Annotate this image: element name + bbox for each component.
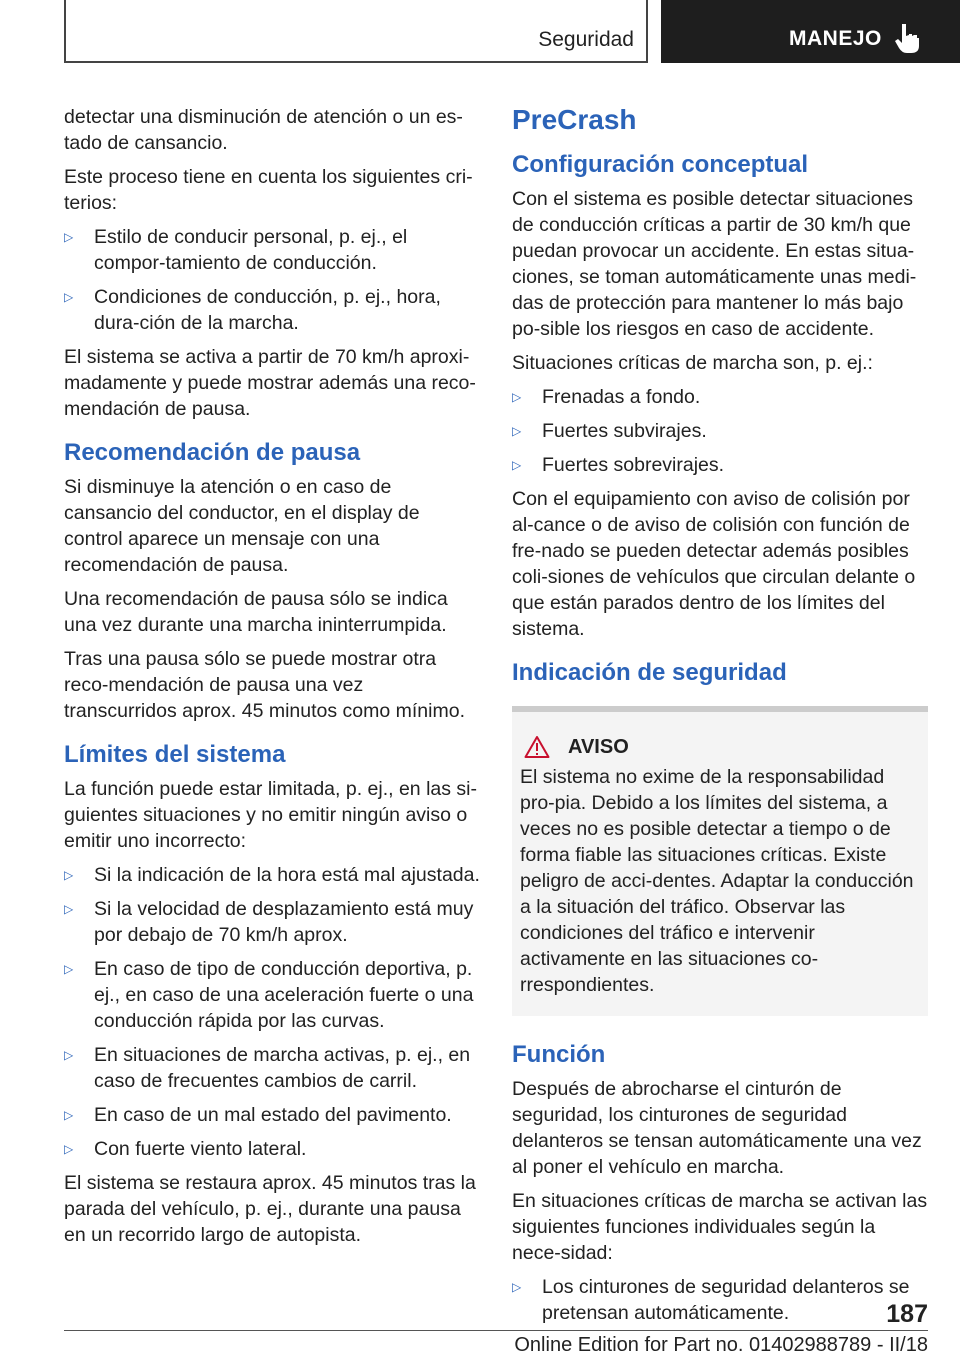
warning-triangle-icon bbox=[524, 735, 550, 759]
heading-precrash: PreCrash bbox=[512, 104, 637, 135]
page-header bbox=[0, 0, 960, 66]
paragraph: Si disminuye la atención o en caso de cansancio del conductor, en el display de control aparece un mensaje con una recomendación de pausa. bbox=[64, 476, 420, 576]
paragraph: La función puede estar limitada, p. ej., en las si-guientes situaciones y no emitir ningún aviso o emitir uno incorrecto: bbox=[64, 778, 477, 852]
paragraph: El sistema se activa a partir de 70 km/h aproxi-madamente y puede mostrar además una reco-mendación de pausa. bbox=[64, 346, 476, 420]
critical-situations-list bbox=[512, 384, 928, 478]
chapter-tab bbox=[661, 0, 960, 63]
hand-pointer-icon bbox=[893, 22, 921, 54]
list-item bbox=[64, 896, 480, 948]
triangle-bullet-icon: ▷ bbox=[64, 868, 74, 882]
heading-pause: Recomendación de pausa bbox=[64, 439, 361, 466]
warning-header bbox=[520, 734, 920, 760]
footer-divider bbox=[64, 1330, 928, 1331]
list-item-text: Fuertes subvirajes. bbox=[542, 420, 707, 442]
paragraph: Una recomendación de pausa sólo se indica una vez durante una marcha ininterrumpida. bbox=[64, 588, 448, 636]
triangle-bullet-icon: ▷ bbox=[64, 1142, 74, 1156]
list-item bbox=[64, 1136, 480, 1162]
list-item-text: Frenadas a fondo. bbox=[542, 386, 701, 408]
paragraph: Con el equipamiento con aviso de colisión por al-cance o de aviso de colisión con función de fre-nado se pueden detectar además posibles coli-siones de vehículos que circulan delante o que están parados dentro de los límites del sistema. bbox=[512, 488, 916, 640]
list-item bbox=[64, 224, 480, 276]
list-item bbox=[64, 284, 480, 336]
list-item-text: En situaciones de marcha activas, p. ej., en caso de frecuentes cambios de carril. bbox=[94, 1044, 471, 1092]
list-item bbox=[64, 1102, 480, 1128]
list-item-text: Con fuerte viento lateral. bbox=[94, 1138, 307, 1160]
list-item-text: Estilo de conducir personal, p. ej., el compor-tamiento de conducción. bbox=[94, 226, 408, 274]
heading-concept: Configuración conceptual bbox=[512, 151, 809, 178]
triangle-bullet-icon: ▷ bbox=[64, 962, 74, 976]
list-item-text: Condiciones de conducción, p. ej., hora, dura-ción de la marcha. bbox=[94, 286, 441, 334]
section-title: Seguridad bbox=[538, 28, 634, 51]
left-column bbox=[64, 104, 480, 1256]
section-tab bbox=[64, 0, 648, 63]
paragraph: En situaciones críticas de marcha se activan las siguientes funciones individuales según la nece-sidad: bbox=[512, 1190, 928, 1264]
triangle-bullet-icon: ▷ bbox=[64, 902, 74, 916]
right-column bbox=[512, 104, 928, 1334]
list-item-text: Si la velocidad de desplazamiento está muy por debajo de 70 km/h aprox. bbox=[94, 898, 474, 946]
paragraph: Situaciones críticas de marcha son, p. ej.: bbox=[512, 352, 873, 374]
criteria-list bbox=[64, 224, 480, 336]
edition-note: Online Edition for Part no. 01402988789 - II/18 bbox=[514, 1334, 928, 1356]
heading-limits: Límites del sistema bbox=[64, 741, 286, 768]
warning-box bbox=[512, 706, 928, 1016]
paragraph: Con el sistema es posible detectar situaciones de conducción críticas a partir de 30 km/h que puedan provocar un accidente. En estas situa-ciones, se toman automáticamente unas medi-das de protección para mantener lo más bajo po-sible los riesgos en caso de accidente. bbox=[512, 188, 917, 340]
triangle-bullet-icon: ▷ bbox=[512, 390, 522, 404]
paragraph: Después de abrocharse el cinturón de seguridad, los cinturones de seguridad delanteros se tensan automáticamente una vez al poner el vehículo en marcha. bbox=[512, 1078, 922, 1178]
heading-function: Función bbox=[512, 1041, 606, 1068]
triangle-bullet-icon: ▷ bbox=[512, 1280, 522, 1294]
triangle-bullet-icon: ▷ bbox=[64, 290, 74, 304]
page-number: 187 bbox=[886, 1300, 928, 1328]
list-item-text: Fuertes sobrevirajes. bbox=[542, 454, 725, 476]
list-item-text: En caso de tipo de conducción deportiva, p. ej., en caso de una aceleración fuerte o una conducción rápida por las curvas. bbox=[94, 958, 474, 1032]
list-item bbox=[64, 956, 480, 1034]
list-item-text: Si la indicación de la hora está mal ajustada. bbox=[94, 864, 480, 886]
list-item bbox=[512, 384, 928, 410]
heading-safety: Indicación de seguridad bbox=[512, 659, 787, 686]
list-item bbox=[64, 1042, 480, 1094]
triangle-bullet-icon: ▷ bbox=[64, 1048, 74, 1062]
triangle-bullet-icon: ▷ bbox=[64, 1108, 74, 1122]
warning-title: AVISO bbox=[568, 736, 629, 758]
paragraph: El sistema se restaura aprox. 45 minutos tras la parada del vehículo, p. ej., durante una pausa en un recorrido largo de autopista. bbox=[64, 1172, 476, 1246]
page-footer bbox=[0, 1300, 960, 1362]
paragraph: Tras una pausa sólo se puede mostrar otra reco-mendación de pausa una vez transcurridos aprox. 45 minutos como mínimo. bbox=[64, 648, 465, 722]
limits-list bbox=[64, 862, 480, 1162]
triangle-bullet-icon: ▷ bbox=[512, 458, 522, 472]
chapter-title: MANEJO bbox=[789, 27, 882, 50]
list-item-text: En caso de un mal estado del pavimento. bbox=[94, 1104, 452, 1126]
list-item bbox=[64, 862, 480, 888]
list-item bbox=[512, 418, 928, 444]
list-item bbox=[512, 452, 928, 478]
warning-text: El sistema no exime de la responsabilidad pro-pia. Debido a los límites del sistema, a veces no es posible detectar a tiempo o de forma fiable las situaciones críticas. Existe peligro de acci-dentes. Adaptar la conducción a la situación del tráfico. Observar las condiciones del tráfico e intervenir activamente en las situaciones co-rrespondientes. bbox=[520, 766, 914, 996]
triangle-bullet-icon: ▷ bbox=[64, 230, 74, 244]
list-item-text: Los cinturones de seguridad delanteros se pretensan automáticamente. bbox=[542, 1276, 910, 1324]
triangle-bullet-icon: ▷ bbox=[512, 424, 522, 438]
paragraph: Este proceso tiene en cuenta los siguientes cri-terios: bbox=[64, 166, 473, 214]
paragraph: detectar una disminución de atención o un es-tado de cansancio. bbox=[64, 106, 463, 154]
